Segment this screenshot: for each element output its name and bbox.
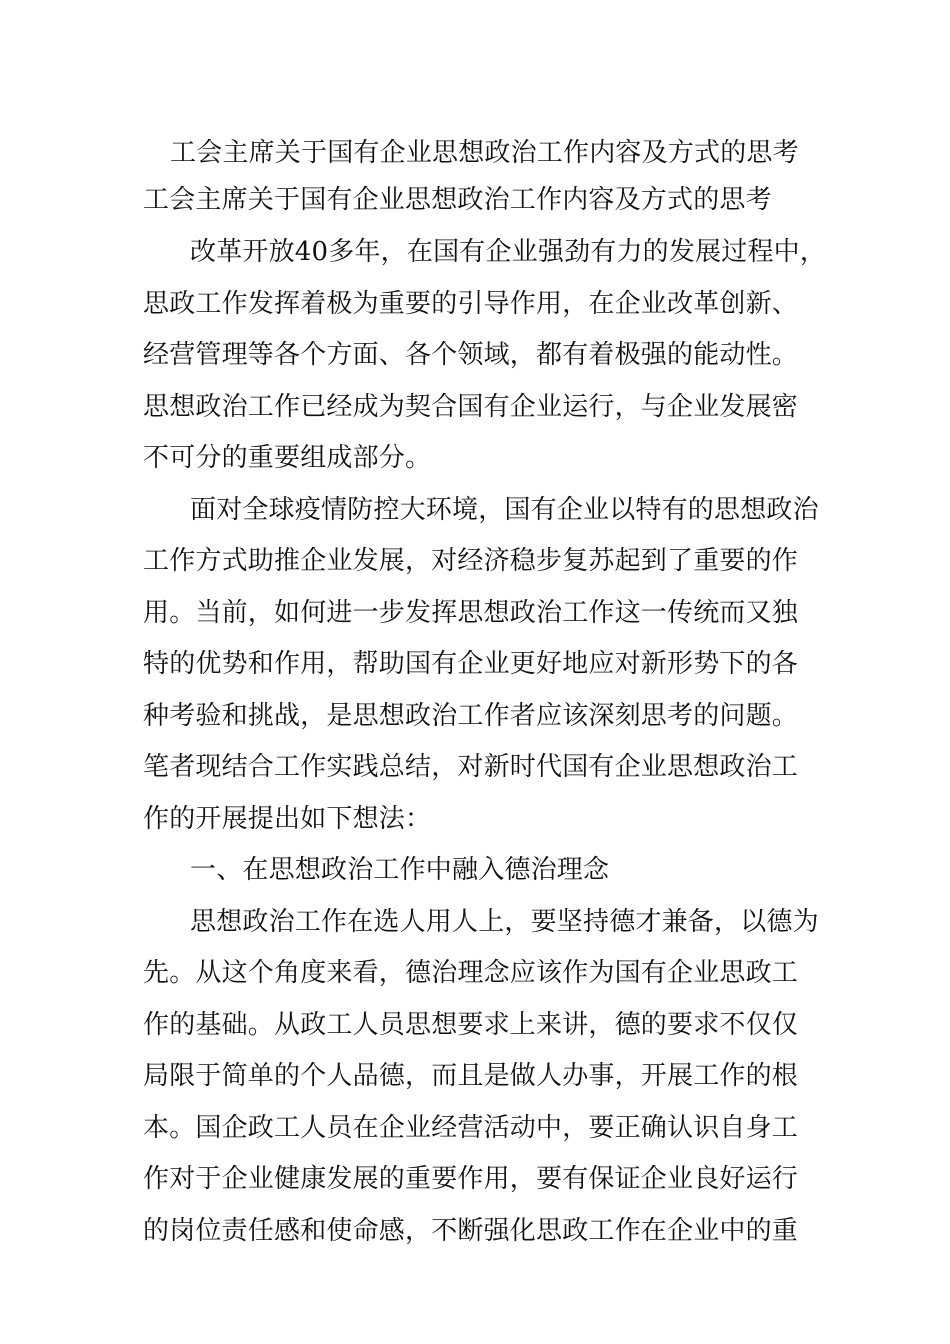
paragraph-line: 先。从这个角度来看，德治理念应该作为国有企业思政工: [143, 958, 799, 988]
paragraph-line: 思想政治工作已经成为契合国有企业运行，与企业发展密: [143, 392, 799, 422]
section-heading: 一、在思想政治工作中融入德治理念: [190, 855, 610, 885]
document-title-repeat: 工会主席关于国有企业思想政治工作内容及方式的思考: [143, 185, 772, 215]
paragraph-line: 笔者现结合工作实践总结，对新时代国有企业思想政治工: [143, 752, 799, 782]
paragraph-line: 作的开展提出如下想法：: [143, 804, 432, 834]
paragraph-line: 本。国企政工人员在企业经营活动中，要正确认识自身工: [143, 1113, 799, 1143]
paragraph-line: 用。当前，如何进一步发挥思想政治工作这一传统而又独: [143, 598, 799, 628]
paragraph-line: 作的基础。从政工人员思想要求上来讲，德的要求不仅仅: [143, 1010, 799, 1040]
paragraph-line: 特的优势和作用，帮助国有企业更好地应对新形势下的各: [143, 649, 799, 679]
paragraph-line: 局限于简单的个人品德，而且是做人办事，开展工作的根: [143, 1061, 799, 1091]
paragraph-line: 改革开放40多年，在国有企业强劲有力的发展过程中，: [190, 237, 827, 267]
paragraph-line: 面对全球疫情防控大环境，国有企业以特有的思想政治: [190, 495, 819, 525]
document-title: 工会主席关于国有企业思想政治工作内容及方式的思考: [170, 138, 799, 168]
paragraph-line: 种考验和挑战，是思想政治工作者应该深刻思考的问题。: [143, 701, 799, 731]
paragraph-line: 经营管理等各个方面、各个领域，都有着极强的能动性。: [143, 340, 799, 370]
paragraph-line: 思政工作发挥着极为重要的引导作用，在企业改革创新、: [143, 289, 799, 319]
paragraph-line: 作对于企业健康发展的重要作用，要有保证企业良好运行: [143, 1164, 799, 1194]
paragraph-line: 思想政治工作在选人用人上，要坚持德才兼备，以德为: [190, 907, 819, 937]
paragraph-line: 工作方式助推企业发展，对经济稳步复苏起到了重要的作: [143, 546, 799, 576]
paragraph-line: 的岗位责任感和使命感，不断强化思政工作在企业中的重: [143, 1216, 799, 1246]
paragraph-line: 不可分的重要组成部分。: [143, 443, 432, 473]
